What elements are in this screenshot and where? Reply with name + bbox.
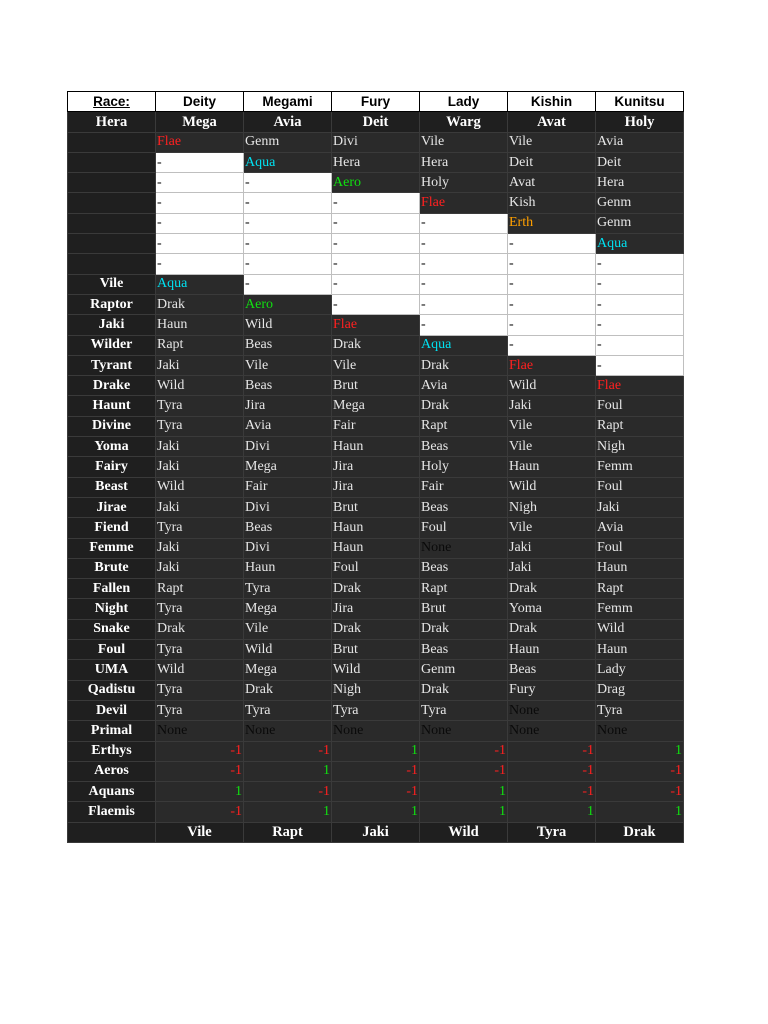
table-row [68, 579, 684, 599]
row-label: Fallen [68, 579, 156, 599]
table-row [68, 355, 684, 375]
table-cell: Avat [508, 173, 596, 193]
table-cell: Drag [596, 680, 684, 700]
table-cell: Fury [508, 680, 596, 700]
table-cell: Jaki [508, 558, 596, 578]
table-cell: Deit [508, 152, 596, 172]
table-cell: Vile [244, 355, 332, 375]
row-label: Devil [68, 700, 156, 720]
table-cell: 1 [420, 802, 508, 822]
table-cell: - [244, 213, 332, 233]
table-cell: 1 [420, 782, 508, 802]
row-label [68, 254, 156, 274]
table-cell: -1 [420, 761, 508, 781]
table-cell: Vile [244, 619, 332, 639]
table-cell: Vile [332, 355, 420, 375]
table-row [68, 457, 684, 477]
table-cell: Rapt [420, 416, 508, 436]
table-cell: Mega [244, 599, 332, 619]
table-cell: None [332, 721, 420, 741]
table-cell: Flae [332, 315, 420, 335]
table-cell: - [156, 213, 244, 233]
table-cell: Jaki [508, 396, 596, 416]
table-cell: - [332, 234, 420, 254]
row-label: Aquans [68, 782, 156, 802]
footer-cell: Jaki [332, 822, 420, 842]
table-cell: Aqua [156, 274, 244, 294]
table-cell: -1 [244, 741, 332, 761]
table-cell: - [420, 234, 508, 254]
table-cell: None [508, 700, 596, 720]
table-cell: Drak [332, 619, 420, 639]
row-label: Jirae [68, 497, 156, 517]
table-cell: Tyra [596, 700, 684, 720]
table-row [68, 497, 684, 517]
table-cell: Jaki [156, 558, 244, 578]
table-cell: Fair [420, 477, 508, 497]
table-cell: Aqua [244, 152, 332, 172]
table-cell: - [420, 274, 508, 294]
table-cell: - [332, 213, 420, 233]
table-row [68, 660, 684, 680]
table-row [68, 700, 684, 720]
table-cell: Jaki [508, 538, 596, 558]
table-cell: - [596, 294, 684, 314]
table-row [68, 477, 684, 497]
table-cell: 1 [156, 782, 244, 802]
table-cell: Flae [156, 132, 244, 152]
table-cell: Nigh [332, 680, 420, 700]
footer-cell: Drak [596, 822, 684, 842]
table-cell: Haun [596, 640, 684, 660]
table-cell: Drak [332, 335, 420, 355]
table-cell: Genm [596, 193, 684, 213]
table-cell: -1 [508, 741, 596, 761]
table-cell: Aero [332, 173, 420, 193]
table-cell: -1 [244, 782, 332, 802]
table-cell: - [156, 152, 244, 172]
table-cell: Haun [508, 640, 596, 660]
table-row [68, 396, 684, 416]
table-row [68, 274, 684, 294]
table-cell: Yoma [508, 599, 596, 619]
row-label: Wilder [68, 335, 156, 355]
table-cell: 1 [332, 741, 420, 761]
table-cell: Drak [420, 619, 508, 639]
row-label: Tyrant [68, 355, 156, 375]
table-cell: Haun [156, 315, 244, 335]
table-row [68, 437, 684, 457]
table-cell: Wild [332, 660, 420, 680]
table-cell: Erth [508, 213, 596, 233]
table-cell: -1 [332, 782, 420, 802]
table-cell: Vile [508, 518, 596, 538]
table-row [68, 193, 684, 213]
table-cell: - [244, 254, 332, 274]
table-cell: Rapt [156, 335, 244, 355]
table-cell: Wild [156, 477, 244, 497]
table-cell: Rapt [596, 579, 684, 599]
table-cell: Avia [596, 132, 684, 152]
table-cell: Jaki [156, 437, 244, 457]
table-cell: Beas [244, 376, 332, 396]
row-label: Divine [68, 416, 156, 436]
table-cell: - [596, 355, 684, 375]
table-cell: Beas [420, 640, 508, 660]
table-cell: Beas [420, 558, 508, 578]
table-row [68, 335, 684, 355]
table-cell: - [244, 193, 332, 213]
table-cell: -1 [596, 761, 684, 781]
table-cell: -1 [508, 761, 596, 781]
table-cell: Haun [508, 457, 596, 477]
row-label: Fairy [68, 457, 156, 477]
table-cell: -1 [156, 761, 244, 781]
table-cell: None [156, 721, 244, 741]
table-cell: Foul [420, 518, 508, 538]
table-cell: Drak [420, 355, 508, 375]
table-cell: - [420, 294, 508, 314]
table-cell: Wild [156, 376, 244, 396]
table-row [68, 619, 684, 639]
row-label: Brute [68, 558, 156, 578]
table-cell: -1 [332, 761, 420, 781]
table-cell: Wild [596, 619, 684, 639]
table-cell: Foul [596, 477, 684, 497]
table-cell: Tyra [156, 640, 244, 660]
table-cell: Kish [508, 193, 596, 213]
race-header-label: Race: [68, 92, 156, 112]
table-cell: Wild [508, 477, 596, 497]
table-row [68, 294, 684, 314]
table-cell: Wild [244, 640, 332, 660]
row-label: Raptor [68, 294, 156, 314]
table-cell: Beas [420, 437, 508, 457]
table-row [68, 599, 684, 619]
table-cell: Vile [420, 132, 508, 152]
table-cell: Flae [420, 193, 508, 213]
footer-cell: Wild [420, 822, 508, 842]
table-cell: - [596, 315, 684, 335]
table-cell: - [332, 193, 420, 213]
table-row [68, 802, 684, 822]
table-cell: Drak [156, 294, 244, 314]
table-row [68, 173, 684, 193]
table-cell: Wild [244, 315, 332, 335]
table-cell: Divi [332, 132, 420, 152]
table-cell: - [156, 234, 244, 254]
column-header-megami: Megami [244, 92, 332, 112]
table-cell: Tyra [156, 599, 244, 619]
subheader-cell: Warg [420, 112, 508, 132]
table-cell: - [332, 274, 420, 294]
table-cell: 1 [244, 802, 332, 822]
row-label [68, 213, 156, 233]
table-cell: - [596, 274, 684, 294]
table-cell: Foul [596, 538, 684, 558]
table-cell: Genm [596, 213, 684, 233]
fusion-chart-table [67, 91, 684, 843]
footer-label [68, 822, 156, 842]
subheader-cell: Avia [244, 112, 332, 132]
table-cell: Jira [332, 477, 420, 497]
table-cell: Fair [244, 477, 332, 497]
row-label: Drake [68, 376, 156, 396]
header-row [68, 92, 684, 112]
table-cell: Rapt [596, 416, 684, 436]
table-cell: Beas [244, 335, 332, 355]
table-row [68, 234, 684, 254]
table-cell: Brut [332, 497, 420, 517]
table-cell: Haun [244, 558, 332, 578]
table-cell: 1 [244, 761, 332, 781]
table-cell: Drak [156, 619, 244, 639]
table-cell: None [244, 721, 332, 741]
table-cell: Nigh [596, 437, 684, 457]
subheader-cell: Avat [508, 112, 596, 132]
subheader-row [68, 112, 684, 132]
table-row [68, 741, 684, 761]
row-label: Fiend [68, 518, 156, 538]
table-cell: Vile [508, 132, 596, 152]
row-label [68, 152, 156, 172]
table-cell: - [332, 294, 420, 314]
row-label [68, 234, 156, 254]
table-cell: - [332, 254, 420, 274]
table-cell: Mega [332, 396, 420, 416]
table-row [68, 538, 684, 558]
table-cell: -1 [508, 782, 596, 802]
footer-cell: Vile [156, 822, 244, 842]
table-cell: Beas [244, 518, 332, 538]
table-cell: Tyra [156, 680, 244, 700]
subheader-cell: Holy [596, 112, 684, 132]
table-cell: -1 [156, 741, 244, 761]
table-row [68, 315, 684, 335]
table-cell: Genm [420, 660, 508, 680]
table-cell: Genm [244, 132, 332, 152]
table-cell: - [244, 274, 332, 294]
table-cell: None [420, 721, 508, 741]
table-cell: - [596, 254, 684, 274]
table-cell: Mega [244, 457, 332, 477]
table-cell: Drak [420, 680, 508, 700]
table-cell: Jira [332, 599, 420, 619]
table-cell: - [244, 173, 332, 193]
row-label [68, 173, 156, 193]
column-header-kishin: Kishin [508, 92, 596, 112]
table-cell: - [508, 274, 596, 294]
table-cell: 1 [332, 802, 420, 822]
table-cell: 1 [508, 802, 596, 822]
table-cell: Tyra [156, 700, 244, 720]
table-cell: - [244, 234, 332, 254]
table-cell: Hera [596, 173, 684, 193]
table-row [68, 213, 684, 233]
row-label: Haunt [68, 396, 156, 416]
table-cell: Brut [332, 376, 420, 396]
table-row [68, 132, 684, 152]
table-cell: Femm [596, 457, 684, 477]
table-cell: -1 [420, 741, 508, 761]
table-cell: Femm [596, 599, 684, 619]
subheader-label: Hera [68, 112, 156, 132]
table-cell: - [508, 315, 596, 335]
table-cell: Tyra [156, 518, 244, 538]
table-row [68, 782, 684, 802]
footer-cell: Rapt [244, 822, 332, 842]
table-cell: Jaki [156, 457, 244, 477]
subheader-cell: Mega [156, 112, 244, 132]
table-row [68, 518, 684, 538]
table-cell: - [420, 213, 508, 233]
table-cell: Vile [508, 437, 596, 457]
column-header-kunitsu: Kunitsu [596, 92, 684, 112]
table-cell: Holy [420, 457, 508, 477]
table-cell: Jaki [596, 497, 684, 517]
table-cell: - [420, 315, 508, 335]
table-cell: - [508, 294, 596, 314]
table-cell: Aero [244, 294, 332, 314]
table-cell: Flae [596, 376, 684, 396]
subheader-cell: Deit [332, 112, 420, 132]
table-cell: - [156, 173, 244, 193]
table-cell: Hera [332, 152, 420, 172]
row-label: Snake [68, 619, 156, 639]
row-label [68, 132, 156, 152]
row-label: Foul [68, 640, 156, 660]
table-cell: Divi [244, 437, 332, 457]
table-cell: Tyra [420, 700, 508, 720]
row-label: Vile [68, 274, 156, 294]
table-cell: Wild [156, 660, 244, 680]
column-header-deity: Deity [156, 92, 244, 112]
table-cell: - [508, 254, 596, 274]
row-label [68, 193, 156, 213]
table-cell: Beas [508, 660, 596, 680]
row-label: Yoma [68, 437, 156, 457]
table-row [68, 254, 684, 274]
table-cell: Nigh [508, 497, 596, 517]
table-cell: Tyra [244, 579, 332, 599]
table-row [68, 721, 684, 741]
table-cell: Drak [508, 579, 596, 599]
table-cell: Haun [332, 518, 420, 538]
table-cell: Haun [332, 437, 420, 457]
table-cell: Tyra [156, 396, 244, 416]
table-cell: Divi [244, 538, 332, 558]
table-cell: Foul [596, 396, 684, 416]
table-cell: Avia [420, 376, 508, 396]
table-cell: Fair [332, 416, 420, 436]
table-cell: Flae [508, 355, 596, 375]
table-cell: Drak [508, 619, 596, 639]
table-row [68, 558, 684, 578]
table-cell: Wild [508, 376, 596, 396]
table-cell: Lady [596, 660, 684, 680]
column-header-lady: Lady [420, 92, 508, 112]
table-cell: Jaki [156, 355, 244, 375]
table-cell: -1 [156, 802, 244, 822]
table-cell: - [508, 335, 596, 355]
table-row [68, 416, 684, 436]
table-cell: Brut [420, 599, 508, 619]
table-cell: Jaki [156, 538, 244, 558]
row-label: Night [68, 599, 156, 619]
row-label: UMA [68, 660, 156, 680]
footer-cell: Tyra [508, 822, 596, 842]
table-cell: 1 [596, 741, 684, 761]
table-cell: Mega [244, 660, 332, 680]
table-cell: Holy [420, 173, 508, 193]
table-cell: Drak [244, 680, 332, 700]
table-cell: Hera [420, 152, 508, 172]
table-cell: Vile [508, 416, 596, 436]
row-label: Aeros [68, 761, 156, 781]
table-cell: Divi [244, 497, 332, 517]
table-cell: Aqua [420, 335, 508, 355]
footer-row [68, 822, 684, 842]
row-label: Qadistu [68, 680, 156, 700]
table-cell: Drak [332, 579, 420, 599]
table-cell: None [596, 721, 684, 741]
table-cell: - [156, 193, 244, 213]
table-row [68, 640, 684, 660]
table-cell: Deit [596, 152, 684, 172]
table-cell: Haun [332, 538, 420, 558]
table-cell: 1 [596, 802, 684, 822]
table-cell: Avia [596, 518, 684, 538]
table-row [68, 680, 684, 700]
table-cell: Rapt [420, 579, 508, 599]
table-cell: - [420, 254, 508, 274]
column-header-fury: Fury [332, 92, 420, 112]
table-cell: - [156, 254, 244, 274]
table-row [68, 376, 684, 396]
table-cell: - [508, 234, 596, 254]
table-cell: Foul [332, 558, 420, 578]
table-cell: Tyra [244, 700, 332, 720]
table-cell: Rapt [156, 579, 244, 599]
table-cell: Haun [596, 558, 684, 578]
table-cell: - [596, 335, 684, 355]
table-cell: None [508, 721, 596, 741]
table-cell: Tyra [332, 700, 420, 720]
table-cell: None [420, 538, 508, 558]
row-label: Beast [68, 477, 156, 497]
table-cell: Avia [244, 416, 332, 436]
table-cell: Jaki [156, 497, 244, 517]
table-cell: Beas [420, 497, 508, 517]
table-cell: Jira [244, 396, 332, 416]
row-label: Jaki [68, 315, 156, 335]
table-row [68, 152, 684, 172]
fusion-chart-body [68, 92, 684, 843]
row-label: Femme [68, 538, 156, 558]
table-cell: Aqua [596, 234, 684, 254]
row-label: Erthys [68, 741, 156, 761]
row-label: Primal [68, 721, 156, 741]
table-cell: Jira [332, 457, 420, 477]
table-row [68, 761, 684, 781]
row-label: Flaemis [68, 802, 156, 822]
table-cell: Brut [332, 640, 420, 660]
table-cell: -1 [596, 782, 684, 802]
table-cell: Drak [420, 396, 508, 416]
table-cell: Tyra [156, 416, 244, 436]
